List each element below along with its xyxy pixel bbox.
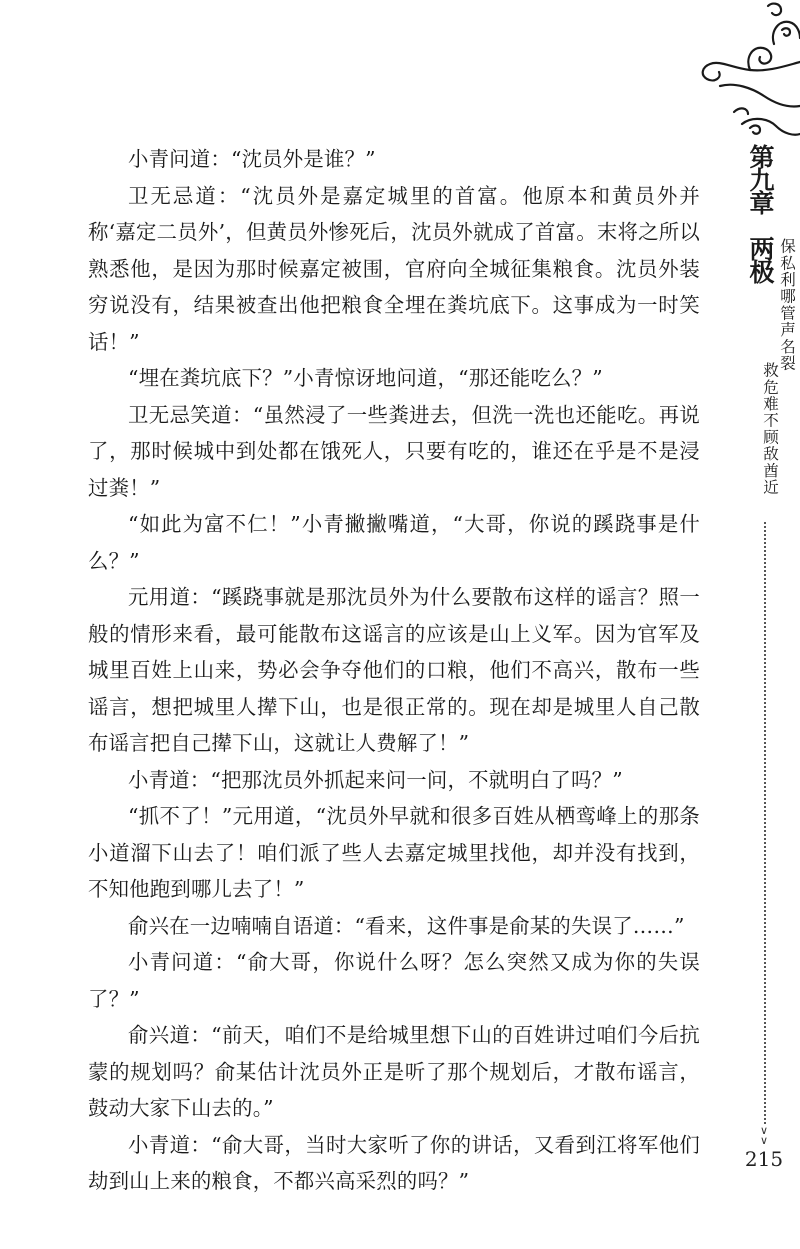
paragraph: 小青道：“俞大哥，当时大家听了你的讲话，又看到江将军他们劫到山上来的粮食，不都兴高采烈的吗？” (88, 1132, 700, 1193)
chapter-title: 两极 (746, 236, 775, 282)
paragraph: “如此为富不仁！”小青撇撇嘴道，“大哥，你说的蹊跷事是什么？” (88, 512, 700, 573)
paragraph: 小青问道：“沈员外是谁？” (128, 147, 376, 171)
paragraph: 小青问道：“俞大哥，你说什么呀？怎么突然又成为你的失误了？” (88, 950, 700, 1011)
chevron-down-icon: ∨ (759, 1124, 769, 1137)
cloud-scroll-ornament-icon (690, 0, 800, 145)
chapter-number: 第九章 (746, 144, 775, 213)
paragraph: 俞兴道：“前天，咱们不是给城里想下山的百姓讲过咱们今后抗蒙的规划吗？俞某估计沈员外正是听了那个规划后，才散布谣言，鼓动大家下山去的。” (88, 1023, 700, 1120)
sidebar-dotted-rule (764, 522, 766, 1124)
paragraph: 俞兴在一边喃喃自语道：“看来，这件事是俞某的失误了……” (128, 913, 685, 938)
chapter-subtitle-line-1: 保私利哪管声名裂 (778, 238, 796, 372)
paragraph: 卫无忌道：“沈员外是嘉定城里的首富。他原本和黄员外并称‘嘉定二员外’，但黄员外惨死后，沈员外就成了首富。末将之所以熟悉他，是因为那时候嘉定被围，官府向全城征集粮食。沈员外装穷说没有，结果被查出他把粮食全埋在粪坑底下。这事成为一时笑话！” (88, 183, 700, 354)
paragraph: 元用道：“蹊跷事就是那沈员外为什么要散布这样的谣言？照一般的情形来看，最可能散布这谣言的应该是山上义军。因为官军及城里百姓上山来，势必会争夺他们的口粮，他们不高兴，散布一些谣言，想把城里人撵下山，也是很正常的。现在却是城里人自己散布谣言把自己撵下山，这就让人费解了！” (88, 585, 700, 755)
paragraph: 卫无忌笑道：“虽然浸了一些粪进去，但洗一洗也还能吃。再说了，那时候城中到处都在饿死人，只要有吃的，谁还在乎是不是浸过粪！” (88, 402, 700, 500)
paragraph: “抓不了！”元用道，“沈员外早就和很多百姓从栖鸾峰上的那条小道溜下山去了！咱们派了些人去嘉定城里找他，却并没有找到，不知他跑到哪儿去了！” (88, 804, 700, 901)
chevron-down-icon: ∨ (759, 1134, 769, 1147)
paragraph: 小青道：“把那沈员外抓起来问一问，不就明白了吗？” (128, 767, 623, 792)
paragraph: “埋在粪坑底下？”小青惊讶地问道，“那还能吃么？” (128, 366, 603, 390)
chapter-subtitle-line-2: 救危难不顾敌酋近 (761, 362, 779, 496)
body-text (88, 141, 700, 1200)
page-number: 215 (744, 1147, 784, 1171)
